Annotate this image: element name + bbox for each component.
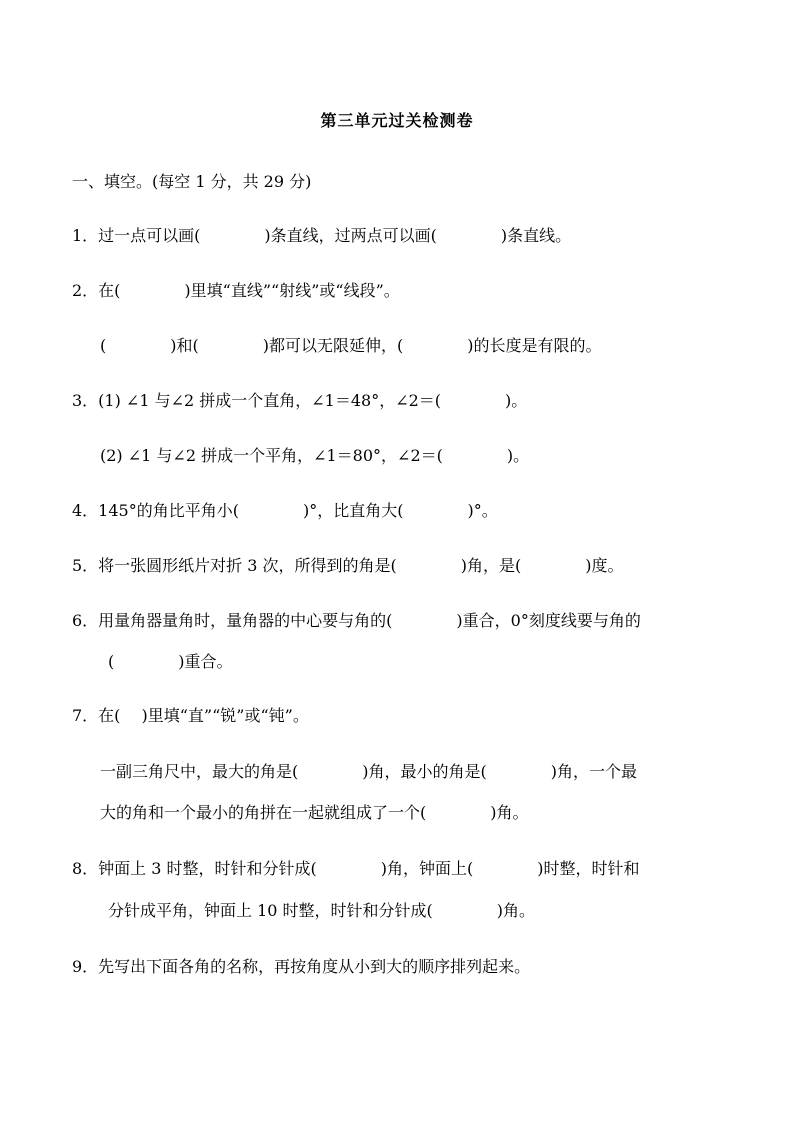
question-2-line-2: ( )和( )都可以无限延伸，( )的长度是有限的。	[100, 336, 602, 355]
question-6-line-2: ( )重合。	[108, 652, 233, 671]
question-3-line-2: (2) ∠1 与∠2 拼成一个平角，∠1＝80°，∠2＝( )。	[100, 446, 530, 465]
question-5-line-1: 5．将一张圆形纸片对折 3 次，所得到的角是( )角，是( )度。	[72, 556, 624, 575]
question-2-line-1: 2．在( )里填“直线”“射线”或“线段”。	[72, 281, 400, 300]
question-7-line-3: 大的角和一个最小的角拼在一起就组成了一个( )角。	[100, 803, 529, 822]
question-1-line-1: 1．过一点可以画( )条直线，过两点可以画( )条直线。	[72, 226, 572, 245]
question-7-line-1: 7．在( )里填“直”“锐”或“钝”。	[72, 706, 309, 725]
question-7-line-2: 一副三角尺中，最大的角是( )角，最小的角是( )角，一个最	[100, 762, 637, 781]
page-title: 第三单元过关检测卷	[320, 111, 474, 130]
question-4-line-1: 4．145°的角比平角小( )°，比直角大( )°。	[72, 501, 498, 520]
question-8-line-1: 8．钟面上 3 时整，时针和分针成( )角，钟面上( )时整，时针和	[72, 859, 640, 878]
question-9-line-1: 9．先写出下面各角的名称，再按角度从小到大的顺序排列起来。	[72, 957, 531, 976]
question-3-line-1: 3．(1) ∠1 与∠2 拼成一个直角，∠1＝48°，∠2＝( )。	[72, 391, 528, 410]
question-6-line-1: 6．用量角器量角时，量角器的中心要与角的( )重合，0°刻度线要与角的	[72, 611, 641, 630]
section-heading: 一、填空。(每空 1 分，共 29 分)	[72, 172, 312, 191]
question-8-line-2: 分针成平角，钟面上 10 时整，时针和分针成( )角。	[108, 901, 536, 920]
